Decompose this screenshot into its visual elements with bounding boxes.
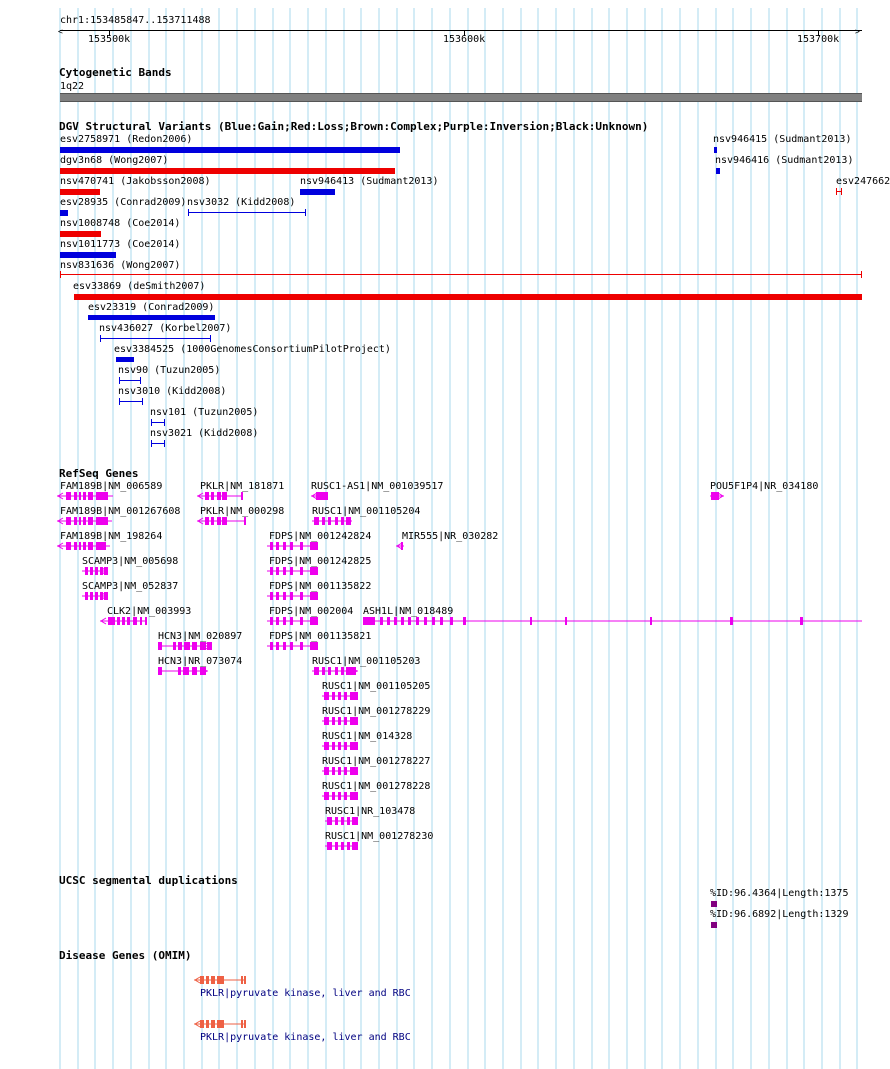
gene-exon[interactable] bbox=[290, 567, 293, 575]
omim-label: PKLR|pyruvate kinase, liver and RBC bbox=[200, 1032, 411, 1043]
gene-exon[interactable] bbox=[96, 492, 108, 500]
gene-exon[interactable] bbox=[85, 592, 88, 600]
gene-exon[interactable] bbox=[341, 667, 344, 675]
gene-label: FDPS|NM_001242825 bbox=[269, 556, 372, 567]
gene-label: PKLR|NM_000298 bbox=[200, 506, 285, 517]
gene-exon[interactable] bbox=[335, 667, 338, 675]
gene-exon[interactable] bbox=[290, 617, 293, 625]
gene-label: RUSC1|NM_001278230 bbox=[325, 831, 434, 842]
gene-exon[interactable] bbox=[74, 542, 77, 550]
gene-exon[interactable] bbox=[96, 542, 106, 550]
gene-label: POU5F1P4|NR_034180 bbox=[710, 481, 819, 492]
omim-gene-exon[interactable] bbox=[200, 976, 204, 984]
gene-exon[interactable] bbox=[314, 517, 319, 525]
ruler-right-arrow: > bbox=[855, 27, 860, 36]
gene-exon[interactable] bbox=[565, 617, 567, 625]
gene-exon[interactable] bbox=[88, 542, 93, 550]
gene-exon[interactable] bbox=[88, 517, 93, 525]
gene-exon[interactable] bbox=[300, 642, 303, 650]
omim-gene-exon[interactable] bbox=[244, 1020, 246, 1028]
gene-exon[interactable] bbox=[283, 617, 286, 625]
gene-exon[interactable] bbox=[335, 817, 338, 825]
gene-exon[interactable] bbox=[270, 642, 273, 650]
gene-exon[interactable] bbox=[463, 617, 466, 625]
gene-exon[interactable] bbox=[300, 592, 303, 600]
gene-exon[interactable] bbox=[347, 817, 350, 825]
cyto-band-label: 1q22 bbox=[60, 81, 85, 92]
gene-exon[interactable] bbox=[74, 492, 77, 500]
gene-exon[interactable] bbox=[90, 592, 93, 600]
gene-exon[interactable] bbox=[401, 617, 404, 625]
gene-exon[interactable] bbox=[283, 642, 286, 650]
gene-exon[interactable] bbox=[387, 617, 390, 625]
gene-exon[interactable] bbox=[270, 542, 273, 550]
ruler-tick-label: 153500k bbox=[88, 34, 131, 45]
gene-exon[interactable] bbox=[96, 517, 108, 525]
omim-gene-exon[interactable] bbox=[241, 976, 243, 984]
gene-exon[interactable] bbox=[332, 742, 335, 750]
gene-exon[interactable] bbox=[66, 492, 71, 500]
gene-exon[interactable] bbox=[332, 767, 335, 775]
gene-label: RUSC1|NR_103478 bbox=[325, 806, 416, 817]
gene-exon[interactable] bbox=[270, 567, 273, 575]
gene-label: ASH1L|NM_018489 bbox=[363, 606, 454, 617]
gene-exon[interactable] bbox=[205, 492, 209, 500]
gene-exon[interactable] bbox=[730, 617, 733, 625]
omim-gene-exon[interactable] bbox=[211, 976, 215, 984]
gene-exon[interactable] bbox=[300, 567, 303, 575]
gene-exon[interactable] bbox=[173, 642, 176, 650]
gene-exon[interactable] bbox=[314, 667, 319, 675]
gene-exon[interactable] bbox=[324, 692, 329, 700]
gene-label: RUSC1-AS1|NM_001039517 bbox=[311, 481, 444, 492]
gene-label: FDPS|NM_001242824 bbox=[269, 531, 372, 542]
track-title-cyto: Cytogenetic Bands bbox=[59, 66, 172, 79]
gene-label: HCN3|NM_020897 bbox=[158, 631, 243, 642]
gene-exon[interactable] bbox=[300, 617, 303, 625]
gene-exon[interactable] bbox=[83, 517, 86, 525]
gene-exon[interactable] bbox=[324, 717, 329, 725]
omim-gene-exon[interactable] bbox=[200, 1020, 204, 1028]
omim-label: PKLR|pyruvate kinase, liver and RBC bbox=[200, 988, 411, 999]
gene-label: RUSC1|NM_001278228 bbox=[322, 781, 431, 792]
gene-exon[interactable] bbox=[217, 492, 221, 500]
gene-exon[interactable] bbox=[192, 667, 197, 675]
gene-exon[interactable] bbox=[158, 642, 162, 650]
ruler-tick-label: 153700k bbox=[797, 34, 840, 45]
omim-gene-exon[interactable] bbox=[206, 1020, 209, 1028]
gene-exon[interactable] bbox=[394, 617, 397, 625]
gene-exon[interactable] bbox=[432, 617, 435, 625]
gene-exon[interactable] bbox=[276, 567, 279, 575]
segdup-feature[interactable] bbox=[711, 922, 717, 928]
gene-label: CLK2|NM_003993 bbox=[107, 606, 192, 617]
gene-exon[interactable] bbox=[380, 617, 383, 625]
gene-label: RUSC1|NM_001105204 bbox=[312, 506, 421, 517]
dgv-label: esv23319 (Conrad2009) bbox=[88, 302, 215, 313]
gene-exon[interactable] bbox=[276, 617, 279, 625]
gene-exon[interactable] bbox=[344, 717, 347, 725]
dgv-label: esv3384525 (1000GenomesConsortiumPilotProject) bbox=[114, 344, 391, 355]
gene-exon[interactable] bbox=[338, 792, 341, 800]
gene-label: SCAMP3|NM_005698 bbox=[82, 556, 179, 567]
gene-label: FAM189B|NM_001267608 bbox=[60, 506, 181, 517]
gene-exon[interactable] bbox=[332, 792, 335, 800]
gene-exon[interactable] bbox=[133, 617, 137, 625]
gene-exon[interactable] bbox=[341, 842, 344, 850]
gene-exon[interactable] bbox=[85, 567, 88, 575]
gene-exon[interactable] bbox=[327, 817, 332, 825]
segdup-feature[interactable] bbox=[711, 901, 717, 907]
gene-exon[interactable] bbox=[88, 492, 93, 500]
gene-exon[interactable] bbox=[338, 742, 341, 750]
gene-exon[interactable] bbox=[344, 692, 347, 700]
gene-exon[interactable] bbox=[158, 667, 162, 675]
gene-exon[interactable] bbox=[335, 517, 338, 525]
dgv-label: nsv90 (Tuzun2005) bbox=[118, 365, 221, 376]
dgv-label: dgv3n68 (Wong2007) bbox=[60, 155, 169, 166]
gene-exon[interactable] bbox=[108, 617, 115, 625]
gene-exon[interactable] bbox=[650, 617, 652, 625]
gene-label: MIR555|NR_030282 bbox=[402, 531, 499, 542]
gene-exon[interactable] bbox=[408, 617, 411, 625]
gene-exon[interactable] bbox=[344, 767, 347, 775]
gene-exon[interactable] bbox=[530, 617, 532, 625]
dgv-label: nsv3021 (Kidd2008) bbox=[150, 428, 259, 439]
gene-label: RUSC1|NM_014328 bbox=[322, 731, 413, 742]
gene-exon[interactable] bbox=[283, 592, 286, 600]
gene-exon[interactable] bbox=[332, 717, 335, 725]
gene-exon[interactable] bbox=[290, 542, 293, 550]
dgv-label: nsv946416 (Sudmant2013) bbox=[715, 155, 854, 166]
gene-exon[interactable] bbox=[276, 642, 279, 650]
gene-exon[interactable] bbox=[322, 667, 325, 675]
segdup-label: %ID:96.4364|Length:1375 bbox=[710, 888, 849, 899]
gene-exon[interactable] bbox=[83, 492, 86, 500]
gene-exon[interactable] bbox=[66, 542, 71, 550]
gene-exon[interactable] bbox=[347, 842, 350, 850]
gene-exon[interactable] bbox=[276, 542, 279, 550]
gene-exon[interactable] bbox=[83, 542, 86, 550]
gene-exon[interactable] bbox=[324, 792, 329, 800]
gene-exon[interactable] bbox=[241, 492, 243, 500]
gene-exon[interactable] bbox=[283, 567, 286, 575]
gene-exon[interactable] bbox=[140, 617, 142, 625]
omim-gene-exon[interactable] bbox=[244, 976, 246, 984]
gene-exon[interactable] bbox=[338, 692, 341, 700]
track-title-refseq: RefSeq Genes bbox=[59, 467, 139, 480]
gene-label: RUSC1|NM_001278229 bbox=[322, 706, 431, 717]
dgv-label: esv2758971 (Redon2006) bbox=[60, 134, 193, 145]
ruler-location: chr1:153485847..153711488 bbox=[60, 15, 211, 26]
dgv-label: nsv831636 (Wong2007) bbox=[60, 260, 181, 271]
gene-exon[interactable] bbox=[145, 617, 147, 625]
gene-exon[interactable] bbox=[322, 517, 325, 525]
gene-exon[interactable] bbox=[341, 817, 344, 825]
dgv-label: nsv1011773 (Coe2014) bbox=[60, 239, 181, 250]
gene-exon[interactable] bbox=[184, 642, 190, 650]
dgv-label: esv28935 (Conrad2009) bbox=[60, 197, 187, 208]
gene-exon[interactable] bbox=[344, 742, 347, 750]
gene-label: FDPS|NM_001135821 bbox=[269, 631, 372, 642]
omim-gene-exon[interactable] bbox=[241, 1020, 243, 1028]
dgv-label: nsv3032 (Kidd2008) bbox=[187, 197, 296, 208]
gene-exon[interactable] bbox=[324, 767, 329, 775]
gene-exon[interactable] bbox=[95, 567, 98, 575]
gene-exon[interactable] bbox=[290, 642, 293, 650]
dgv-label: nsv3010 (Kidd2008) bbox=[118, 386, 227, 397]
gene-exon[interactable] bbox=[341, 517, 344, 525]
gene-label: FDPS|NM_002004 bbox=[269, 606, 354, 617]
gene-exon[interactable] bbox=[324, 742, 329, 750]
gene-label: FAM189B|NM_198264 bbox=[60, 531, 163, 542]
dgv-label: nsv436027 (Korbel2007) bbox=[99, 323, 232, 334]
gene-exon[interactable] bbox=[270, 592, 273, 600]
gene-exon[interactable] bbox=[335, 842, 338, 850]
gene-exon[interactable] bbox=[327, 842, 332, 850]
gene-exon[interactable] bbox=[222, 517, 227, 525]
track-title-omim: Disease Genes (OMIM) bbox=[59, 949, 192, 962]
gene-label: RUSC1|NM_001105203 bbox=[312, 656, 421, 667]
gene-exon[interactable] bbox=[192, 642, 197, 650]
gene-exon[interactable] bbox=[217, 517, 221, 525]
gene-exon[interactable] bbox=[440, 617, 443, 625]
gene-exon[interactable] bbox=[416, 617, 419, 625]
track-title-dgv: DGV Structural Variants (Blue:Gain;Red:Loss;Brown:Complex;Purple:Inversion;Black:Unknown) bbox=[59, 120, 649, 133]
gene-exon[interactable] bbox=[711, 492, 719, 500]
gene-exon[interactable] bbox=[344, 792, 347, 800]
gene-exon[interactable] bbox=[338, 717, 341, 725]
dgv-label: nsv946415 (Sudmant2013) bbox=[713, 134, 852, 145]
track-title-segdup: UCSC segmental duplications bbox=[59, 874, 238, 887]
gene-label: PKLR|NM_181871 bbox=[200, 481, 285, 492]
gene-exon[interactable] bbox=[183, 667, 189, 675]
gene-exon[interactable] bbox=[450, 617, 453, 625]
gene-exon[interactable] bbox=[127, 617, 130, 625]
dgv-label: esv33869 (deSmith2007) bbox=[73, 281, 206, 292]
gene-exon[interactable] bbox=[79, 517, 81, 525]
gene-exon[interactable] bbox=[122, 617, 125, 625]
gene-label: FDPS|NM_001135822 bbox=[269, 581, 372, 592]
ruler-left-arrow: < bbox=[58, 27, 63, 36]
gene-exon[interactable] bbox=[95, 592, 98, 600]
gene-exon[interactable] bbox=[200, 642, 206, 650]
gene-label: SCAMP3|NM_052837 bbox=[82, 581, 179, 592]
gene-label: FAM189B|NM_006589 bbox=[60, 481, 163, 492]
omim-gene-exon[interactable] bbox=[211, 1020, 215, 1028]
gene-exon[interactable] bbox=[424, 617, 427, 625]
gene-exon[interactable] bbox=[328, 517, 331, 525]
gene-exon[interactable] bbox=[276, 592, 279, 600]
gene-exon[interactable] bbox=[283, 542, 286, 550]
gene-exon[interactable] bbox=[178, 642, 182, 650]
gene-label: RUSC1|NM_001278227 bbox=[322, 756, 431, 767]
dgv-label: nsv946413 (Sudmant2013) bbox=[300, 176, 439, 187]
gene-exon[interactable] bbox=[316, 492, 328, 500]
gene-exon[interactable] bbox=[205, 517, 209, 525]
segdup-label: %ID:96.6892|Length:1329 bbox=[710, 909, 849, 920]
gene-exon[interactable] bbox=[346, 667, 356, 675]
gene-exon[interactable] bbox=[90, 567, 93, 575]
gene-exon[interactable] bbox=[66, 517, 71, 525]
gene-label: HCN3|NR_073074 bbox=[158, 656, 243, 667]
dgv-label: nsv101 (Tuzun2005) bbox=[150, 407, 259, 418]
gene-exon[interactable] bbox=[244, 517, 246, 525]
ruler-tick-label: 153600k bbox=[443, 34, 486, 45]
gene-exon[interactable] bbox=[117, 617, 120, 625]
gene-exon[interactable] bbox=[328, 667, 331, 675]
gene-label: RUSC1|NM_001105205 bbox=[322, 681, 431, 692]
omim-gene-exon[interactable] bbox=[206, 976, 209, 984]
gene-exon[interactable] bbox=[270, 617, 273, 625]
gene-exon[interactable] bbox=[178, 667, 181, 675]
dgv-label: esv247662 bbox=[836, 176, 890, 187]
gene-exon[interactable] bbox=[300, 542, 303, 550]
gene-exon[interactable] bbox=[290, 592, 293, 600]
dgv-label: nsv1008748 (Coe2014) bbox=[60, 218, 181, 229]
gene-exon[interactable] bbox=[338, 767, 341, 775]
gene-exon[interactable] bbox=[74, 517, 77, 525]
gene-exon[interactable] bbox=[222, 492, 227, 500]
dgv-label: nsv470741 (Jakobsson2008) bbox=[60, 176, 211, 187]
gene-exon[interactable] bbox=[79, 492, 81, 500]
gene-exon[interactable] bbox=[800, 617, 803, 625]
omim-gene-exon[interactable] bbox=[217, 1020, 224, 1028]
gene-exon[interactable] bbox=[332, 692, 335, 700]
gene-exon[interactable] bbox=[211, 492, 214, 500]
gene-exon[interactable] bbox=[211, 517, 214, 525]
omim-gene-exon[interactable] bbox=[217, 976, 224, 984]
gene-exon[interactable] bbox=[79, 542, 81, 550]
